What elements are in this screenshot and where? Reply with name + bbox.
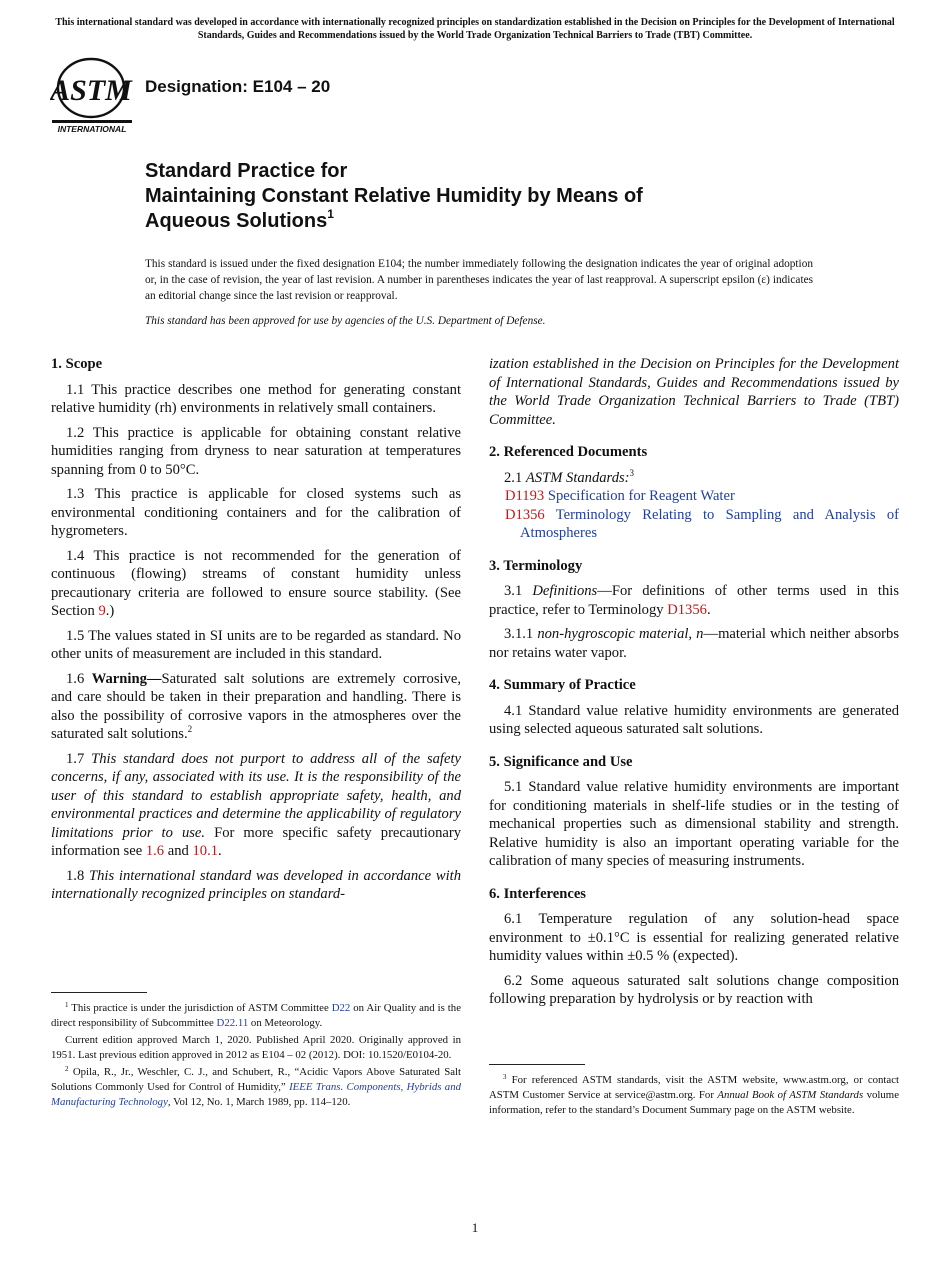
footnotes-left [51,1001,461,1112]
section-significance [489,753,899,871]
section-interferences [489,885,899,1009]
para-1-2: 1.2 This practice is applicable for obtaining constant relative humidities ranging from dryness to near saturation at temperatures spanning from 0 to 50°C. [51,424,461,478]
title-footnote-ref[interactable]: 1 [327,207,334,221]
para-1-5: 1.5 The values stated in SI units are to be regarded as standard. No other units of measurement are included in this standard. [51,627,461,662]
dod-statement: This standard has been approved for use by agencies of the U.S. Department of Defense. [145,315,546,327]
d22-link[interactable]: D22 [331,1002,351,1014]
section-summary [489,676,899,739]
scope-heading: 1. Scope [51,356,103,372]
footnote-rule-left [51,992,147,993]
issued-statement: This standard is issued under the fixed designation E104; the number immediately following the designation indicates the year of original adoption or, in the case of revision, the year of last revision. A number in parentheses indicates the year of last reapproval. A superscript epsilon (ε) indicates an editorial change since the last revision or reapproval. [145,258,813,302]
summary-heading: 4. Summary of Practice [489,677,636,693]
para-1-1: 1.1 This practice describes one method for generating constant relative humidity (rh) environments in relatively small containers. [51,381,461,416]
title-line-1: Standard Practice for [145,160,348,182]
para-5-1: 5.1 Standard value relative humidity environments are important for conditioning materials in shelf-life studies or in the testing of mechanical properties such as dimensional stability and strength. Relative humidity is also an important operating variable for the calibration of many species of measuring instruments. [489,779,899,869]
left-column [51,355,461,918]
d1356-link[interactable]: D1356 [667,601,707,618]
right-column [489,355,899,1023]
scope-continuation [489,355,899,429]
para-6-1: 6.1 Temperature regulation of any solution-head space environment to ±0.1°C is essential for realizing generated relative humidity values within ±0.5 % (expected). [489,911,899,964]
page-number: 1 [471,1220,479,1235]
para-1-6-link[interactable]: 1.6 [145,843,165,859]
para-10-1-link[interactable]: 10.1 [192,843,219,859]
logo-sub: INTERNATIONAL [57,124,127,134]
para-1-8-continued: ization established in the Decision on Principles for the Development of International Standards, Guides and Recommendations issued by the World Trade Organization Technical Barriers to Trade (TBT) Committee. [489,356,899,428]
title-line-3: Aqueous Solutions$^1$ [145,207,334,232]
para-1-3: 1.3 This practice is applicable for closed systems such as environmental conditioning containers and for the calibration of hygrometers. [51,486,461,539]
refdocs-heading: 2. Referenced Documents [489,444,648,460]
designation: Designation: E104 – 20 [145,77,331,96]
para-1-6: 1.6 Warning—Saturated salt solutions are extremely corrosive, and care should be taken in their preparation and handling. There is also the possibility of corrosive vapors in the atmospheres over the saturated salt solutions.$^2$ [51,670,461,742]
section-scope [51,355,461,904]
footnote-1-edition: Current edition approved March 1, 2020. Published April 2020. Originally approved in 1951. Last previous edition approved in 2012 as E104 – 02 (2012). DOI: 10.1520/E0104-20. [51,1034,461,1061]
footnote-rule-right [489,1064,585,1065]
interferences-heading: 6. Interferences [489,885,586,902]
para-4-1: 4.1 Standard value relative humidity environments are generated using selected aqueous saturated salt solutions. [489,702,899,737]
ieee-link[interactable]: IEEE Trans. Components, Hybrids and Manufacturing Technology [51,1081,461,1108]
footnote-3-ref[interactable]: 3 [629,467,635,478]
footnote-1: $^1$ This practice is under the jurisdiction of ASTM Committee D22 on Air Quality and is the direct responsibility of Subcommittee D22.11 on Meteorology. [51,1001,462,1029]
para-6-2: 6.2 Some aqueous saturated salt solutions change composition following preparation by hydrolysis or by reaction with [489,972,899,1007]
section-9-link[interactable]: 9 [98,603,106,619]
para-3-1-1: 3.1.1 non-hygroscopic material, n—material which neither absorbs nor retains water vapor. [489,626,899,661]
significance-heading: 5. Significance and Use [489,753,633,770]
d22-11-link[interactable]: D22.11 [216,1017,249,1029]
footnotes-right [489,1073,899,1120]
document-title [145,159,643,234]
para-1-7: 1.7 This standard does not purport to address all of the safety concerns, if any, associated with its use. It is the responsibility of the user of this standard to establish appropriate safety, health, and environmental practices and determine the applicability of regulatory limitations prior to use. For more specific safety precautionary information see 1.6 and 10.1. [51,750,461,859]
ref-d1193[interactable]: D1193 Specification for Reagent Water [505,488,735,504]
top-notice: This international standard was developed in accordance with internationally recognized principles on standardization established in the Decision on Principles for the Development of International Standards, Guides and Recommendations issued by the World Trade Organization Technical Barriers to Trade (TBT) Committee. [55,17,895,41]
footnote-3: $^3$ For referenced ASTM standards, visit the ASTM website, www.astm.org, or contact ASTM Customer Service at service@astm.org. For Annual Book of ASTM Standards volume information, refer to the standard’s Document Summary page on the ASTM website. [489,1073,899,1116]
section-referenced-documents [489,443,899,543]
title-line-2: Maintaining Constant Relative Humidity by Means of [145,185,643,207]
intro-block [145,256,813,329]
para-2-1: 2.1 ASTM Standards:$^3$ [504,467,635,486]
footnote-2-ref[interactable]: 2 [187,724,193,734]
ref-d1356[interactable]: D1356 Terminology Relating to Sampling and Analysis of Atmospheres [505,506,899,541]
terminology-heading: 3. Terminology [489,557,583,574]
footnote-2: $^2$ Opila, R., Jr., Weschler, C. J., and Schubert, R., “Acidic Vapors Above Saturated Salt Solutions Commonly Used for Control of Humidity,” IEEE Trans. Components, Hybrids and Manufacturing Technology, Vol 12, No. 1, March 1989, pp. 114–120. [51,1065,461,1108]
astm-logo [50,56,136,134]
para-3-1: 3.1 Definitions—For definitions of other terms used in this practice, refer to Terminology D1356. [489,583,900,618]
para-1-8: 1.8 This international standard was developed in accordance with internationally recognized principles on standard- [51,867,462,902]
para-1-4: 1.4 This practice is not recommended for the generation of continuous (flowing) streams of constant humidity unless precautionary criteria are followed to ensure source stability. (See Section 9.) [51,547,461,619]
section-terminology [489,557,899,663]
logo-text: ASTM [50,74,132,107]
